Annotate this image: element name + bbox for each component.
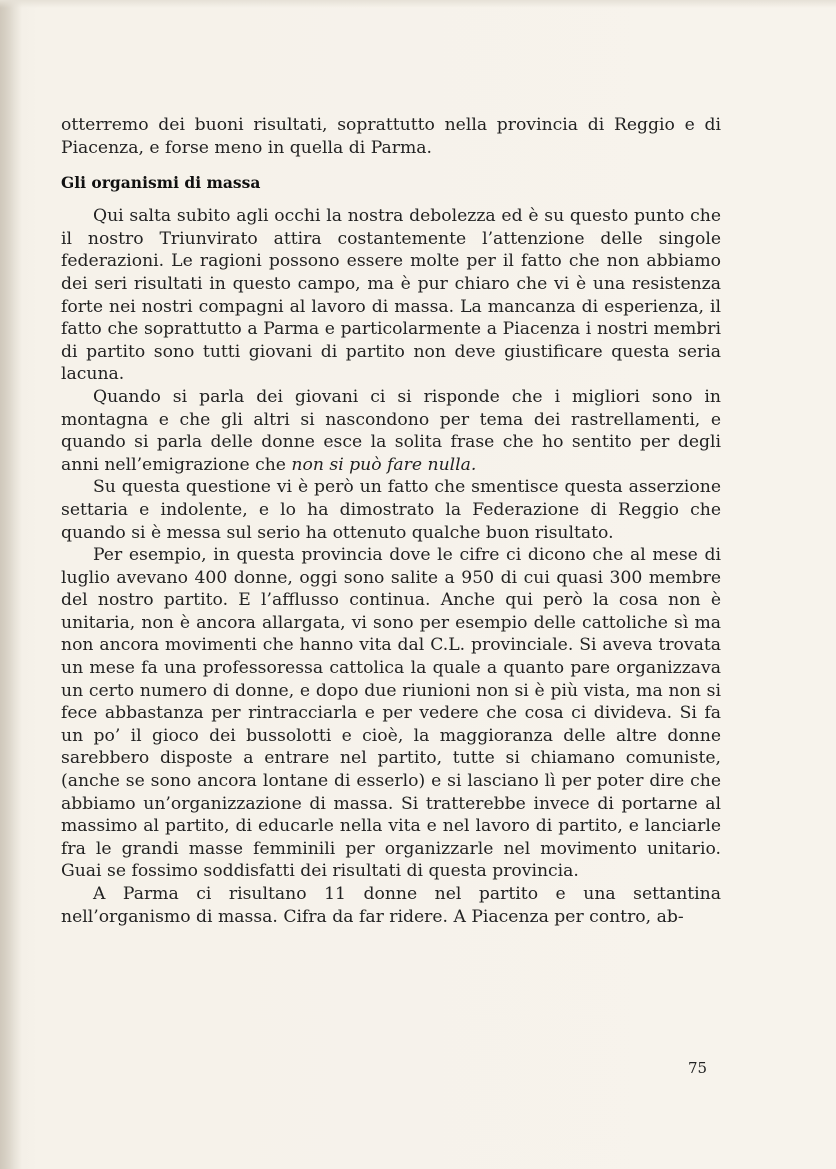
opening-paragraph: otterremo dei buoni risultati, soprattutto nella provincia di Reggio e di Piacenza, e forse meno in quella di Parma. bbox=[61, 115, 721, 158]
paragraph-2 bbox=[61, 386, 721, 476]
paragraph-4: Per esempio, in questa provincia dove le cifre ci dicono che al mese di luglio avevano 400 donne, oggi sono salite a 950 di cui quasi 300 membre del nostro partito. E l’afflusso continua. Anche qui però la cosa non è unitaria, non è ancora allargata, vi sono per esempio delle cattoliche sì ma non ancora movimenti che hanno vita dal C.L. provinciale. Si aveva trovata un mese fa una professoressa cattolica la quale a quanto pare organizzava un certo numero di donne, e dopo due riunioni non si è più vista, ma non si fece abbastanza per rintracciarla e per vedere che cosa ci divideva. Si fa un po’ il gioco dei bussolotti e cioè, la maggioranza delle altre donne sarebbero disposte a entrare nel partito, tutte si chiamano comuniste, (anche se sono ancora lontane di esserlo) e si lasciano lì per poter dire che abbiamo un’organizzazione di massa. Si tratterebbe invece di portarne al massimo al partito, di educarle nella vita e nel lavoro di partito, e lanciarle fra le grandi masse femminili per organizzarle nel movimento unitario. Guai se fossimo soddisfatti dei risultati di questa provincia. bbox=[61, 545, 721, 882]
page-top-edge bbox=[0, 0, 836, 8]
italic-quote: non si può fare nulla. bbox=[291, 454, 477, 475]
binding-shadow bbox=[0, 0, 22, 1169]
paragraph-5: A Parma ci risultano 11 donne nel partito e una settantina nell’organismo di massa. Cifra da far ridere. A Piacenza per contro, ab- bbox=[61, 884, 721, 927]
paragraph-3: Su questa questione vi è però un fatto che smentisce questa asserzione settaria e indolente, e lo ha dimostrato la Federazione di Reggio che quando si è messa sul serio ha ottenuto qualche buon risultato. bbox=[61, 477, 721, 543]
section-heading: Gli organismi di massa bbox=[61, 173, 261, 193]
page-number: 75 bbox=[688, 1059, 708, 1077]
body-text bbox=[61, 114, 721, 928]
paragraph-2-text: Quando si parla dei giovani ci si risponde che i migliori sono in montagna e che gli altri si nascondono per tema dei rastrellamenti, e quando si parla delle donne esce la solita frase che ho sentito per degli anni nell’emigrazione che bbox=[61, 386, 721, 475]
paragraph-1: Qui salta subito agli occhi la nostra debolezza ed è su questo punto che il nostro Triunvirato attira costantemente l’attenzione delle singole federazioni. Le ragioni possono essere molte per il fatto che non abbiamo dei seri risultati in questo campo, ma è pur chiaro che vi è una resistenza forte nei nostri compagni al lavoro di massa. La mancanza di esperienza, il fatto che soprattutto a Parma e particolarmente a Piacenza i nostri membri di partito sono tutti giovani di partito non deve giustificare questa seria lacuna. bbox=[61, 206, 721, 385]
